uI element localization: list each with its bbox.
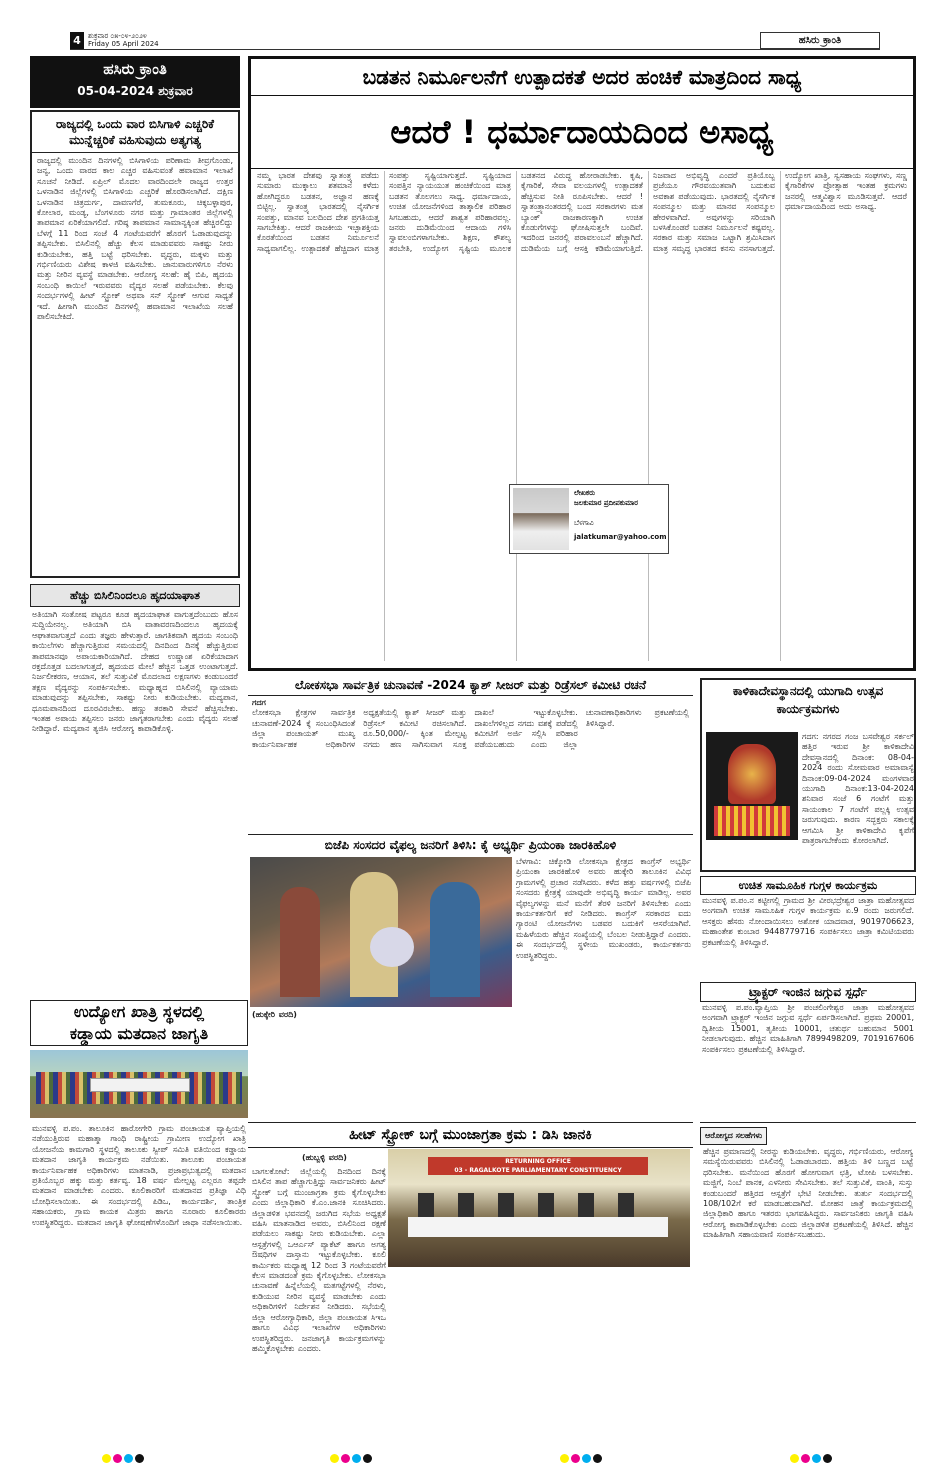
mgnrega-article bbox=[30, 1000, 248, 1440]
health-tips-headline: ಆರೋಗ್ಯದ ಸಲಹೆಗಳು bbox=[700, 1127, 767, 1145]
author-place: ಬೆಳಗಾವಿ bbox=[574, 519, 594, 527]
lead-headline-2: ಆದರೆ ! ಧರ್ಮಾದಾಯದಿಂದ ಅಸಾಧ್ಯ bbox=[251, 96, 913, 169]
heatstroke-banner-top: RETURNING OFFICE bbox=[505, 1158, 571, 1165]
mgnrega-banner bbox=[90, 1078, 190, 1092]
temple-photo bbox=[706, 732, 798, 840]
regmark-group-2 bbox=[330, 1448, 374, 1467]
health-tips bbox=[700, 1122, 916, 1440]
author-email: jalatkumar@yahoo.com bbox=[574, 533, 667, 541]
header-date-english: Friday 05 April 2024 bbox=[88, 40, 159, 48]
lead-article bbox=[248, 56, 916, 671]
editorial-body: ರಾಜ್ಯದಲ್ಲಿ ಮುಂದಿನ ದಿನಗಳಲ್ಲಿ ಬಿಸಿಗಾಳಿಯ ಪರಿಣಾಮ ತೀವ್ರಗೊಂಡು, ಜನ್ಯ, ಒಂದು ವಾರದ ಕಾಲ ಎಚ್ಚರ ವಹಿಸುವಂತೆ ಹವಾಮಾನ ಇಲಾಖೆ ಸೂಚನೆ ನೀಡಿದೆ. ಏಪ್ರಿಲ್ ಮೊದಲ ವಾರದಿಂದಲೇ ರಾಜ್ಯದ ಉತ್ತರ ಒಳನಾಡಿನ ಜಿಲ್ಲೆಗಳಲ್ಲಿ ಬಿಸಿಗಾಳಿಯ ಎಚ್ಚರಿಕೆ ಹೊರಡಿಸಲಾಗಿದೆ. ದಕ್ಷಿಣ ಒಳನಾಡಿನ ಚಿತ್ರದುರ್ಗ, ದಾವಣಗೆರೆ, ತುಮಕೂರು, ಚಿಕ್ಕಬಳ್ಳಾಪುರ, ಕೋಲಾರ, ಮಂಡ್ಯ, ಬೆಂಗಳೂರು ನಗರ ಮತ್ತು ಗ್ರಾಮಾಂತರ ಜಿಲ್ಲೆಗಳಲ್ಲಿ ತಾಪಮಾನ ಏರಿಕೆಯಾಗಲಿದೆ. ಗರಿಷ್ಠ ತಾಪಮಾನ ಸಾಮಾನ್ಯಕ್ಕಿಂತ ಹೆಚ್ಚಿರಲಿದ್ದು ಬೆಳಗ್ಗೆ 11 ರಿಂದ ಸಂಜೆ 4 ಗಂಟೆಯವರೆಗೆ ಹೊರಗೆ ಓಡಾಡುವುದನ್ನು ತಪ್ಪಿಸಬೇಕು. ಬಿಸಿಲಿನಲ್ಲಿ ಹೆಚ್ಚು ಕೆಲಸ ಮಾಡುವವರು ಸಾಕಷ್ಟು ನೀರು ಕುಡಿಯಬೇಕು, ಹತ್ತಿ ಬಟ್ಟೆ ಧರಿಸಬೇಕು. ವೃದ್ಧರು, ಮಕ್ಕಳು ಮತ್ತು ಗರ್ಭಿಣಿಯರು ವಿಶೇಷ ಕಾಳಜಿ ವಹಿಸಬೇಕು. ಜಾನುವಾರುಗಳಿಗೂ ನೆರಳು ಮತ್ತು ನೀರಿನ ವ್ಯವಸ್ಥೆ ಮಾಡಬೇಕು. ಆರೋಗ್ಯ ಸಲಹೆ: ಹೈ ಬಿಪಿ, ಹೃದಯ ಸಂಬಂಧಿ ಕಾಯಿಲೆ ಇರುವವರು ವೈದ್ಯರ ಸಲಹೆ ಪಡೆಯಬೇಕು. ಕೆಲವು ಸಂದರ್ಭಗಳಲ್ಲಿ ಹೀಟ್ ಸ್ಟ್ರೋಕ್ ಅಥವಾ ಸನ್ ಸ್ಟ್ರೋಕ್ ಆಗುವ ಸಾಧ್ಯತೆ ಇದೆ. ಹೀಗಾಗಿ ಮುಂದಿನ ದಿನಗಳಲ್ಲಿ ಹವಾಮಾನ ಇಲಾಖೆಯ ಸಲಹೆ ಪಾಲಿಸಬೇಕಿದೆ. bbox=[37, 156, 233, 322]
heatstroke-table bbox=[408, 1217, 668, 1237]
editorial-masthead bbox=[30, 56, 240, 108]
bjp-photo bbox=[250, 857, 512, 1007]
temple-idol bbox=[728, 744, 776, 804]
editorial-box bbox=[30, 110, 240, 578]
author-box bbox=[509, 484, 669, 554]
author-label: ಲೇಖಕರು bbox=[574, 489, 596, 497]
header-masthead: ಹಸಿರು ಕ್ರಾಂತಿ bbox=[760, 32, 880, 49]
regmark-group-3 bbox=[560, 1448, 604, 1467]
bjp-photo-person-1 bbox=[280, 887, 320, 997]
ls-headline: ಲೋಕಸಭಾ ಸಾರ್ವತ್ರಿಕ ಚುನಾವಣೆ -2024 ಕ್ಯಾಶ್ ಸೀಜರ್ ಮತ್ತು ರಿಡ್ರೆಸಲ್ ಕಮೀಟಿ ರಚನೆ bbox=[248, 675, 693, 696]
guggal-headline: ಉಚಿತ ಸಾಮೂಹಿಕ ಗುಗ್ಗಳ ಕಾರ್ಯಕ್ರಮ bbox=[700, 876, 916, 895]
author-photo bbox=[513, 488, 569, 550]
guggal-body: ಮುನವಳ್ಳಿ ಪ.ಪಂ.ನ ಕಟ್ಟೀಗಲ್ಲಿ ಗ್ರಾಮದ ಶ್ರೀ ವೀರಭದ್ರೇಶ್ವರ ಜಾತ್ರಾ ಮಹೋತ್ಸವದ ಅಂಗವಾಗಿ ಉಚಿತ ಸಾಮೂಹಿಕ ಗುಗ್ಗಳ ಕಾರ್ಯಕ್ರಮ ಏ.9 ರಂದು ಜರುಗಲಿದೆ. ಆಸಕ್ತರು ಹೆಸರು ನೋಂದಾಯಿಸಲು ಅಶೋಕ ಯಾದವಾಡ, 9019706623, ಮಹಾಂತೇಶ ಕುಂಬಾರ 9448779716 ಸಂಪರ್ಕಿಸಲು ಜಾತ್ರಾ ಕಮಿಟಿಯವರು ಪ್ರಕಟಣೆಯಲ್ಲಿ ತಿಳಿಸಿದ್ದಾರೆ. bbox=[702, 896, 914, 947]
registration-marks bbox=[0, 1448, 945, 1462]
bjp-article bbox=[248, 834, 693, 1120]
heart-body: ಅತಿಯಾಗಿ ಸಂತೋಷ ಪಟ್ಟರೂ ಕೂಡ ಹೃದಯಾಘಾತ ವಾಗುತ್ತದೆಂಬುದು ಹೊಸ ಸುದ್ದಿಯೇನಲ್ಲ. ಅತಿಯಾಗಿ ಬಿಸಿ ವಾತಾವರಣದಿಂದಲೂ ಹೃದಯಕ್ಕೆ ಆಘಾತವಾಗುತ್ತದೆ ಎಂದು ತಜ್ಞರು ಹೇಳುತ್ತಾರೆ. ಜಾಗತಿಕವಾಗಿ ಹೃದಯ ಸಂಬಂಧಿ ಕಾಯಿಲೆಗಳು ಹೆಚ್ಚಾಗುತ್ತಿರುವ ಸಮಯದಲ್ಲಿ ದಿನದಿಂದ ದಿನಕ್ಕೆ ಹೆಚ್ಚುತ್ತಿರುವ ತಾಪಮಾನವೂ ಅಪಾಯಕಾರಿಯಾಗಿದೆ. ದೇಹದ ಉಷ್ಣಾಂಶ ಏರಿಕೆಯಾದಾಗ ರಕ್ತದೊತ್ತಡ ಬದಲಾಗುತ್ತದೆ, ಹೃದಯದ ಮೇಲೆ ಹೆಚ್ಚಿನ ಒತ್ತಡ ಉಂಟಾಗುತ್ತದೆ. ನಿರ್ಜಲೀಕರಣ, ಆಯಾಸ, ತಲೆ ಸುತ್ತುವಿಕೆ ಮೊದಲಾದ ಲಕ್ಷಣಗಳು ಕಂಡುಬಂದರೆ ತಕ್ಷಣ ವೈದ್ಯರನ್ನು ಸಂಪರ್ಕಿಸಬೇಕು. ಮಧ್ಯಾಹ್ನದ ಬಿಸಿಲಿನಲ್ಲಿ ವ್ಯಾಯಾಮ ಮಾಡುವುದನ್ನು ತಪ್ಪಿಸಬೇಕು, ಸಾಕಷ್ಟು ನೀರು ಕುಡಿಯಬೇಕು. ಮದ್ಯಪಾನ, ಧೂಮಪಾನದಿಂದ ದೂರವಿರಬೇಕು. ಹಣ್ಣು ತರಕಾರಿ ಸೇವನೆ ಹೆಚ್ಚಿಸಬೇಕು. ಇಂತಹ ಅಪಾಯ ತಪ್ಪಿಸಲು ಜನರು ಜಾಗೃತರಾಗಬೇಕು ಎಂದು ವೈದ್ಯರು ಸಲಹೆ ನೀಡಿದ್ದಾರೆ. ಮದ್ಯಪಾನ ತ್ಯಜಿಸಿ ಆರೋಗ್ಯ ಕಾಪಾಡಿಕೊಳ್ಳಿ. bbox=[32, 610, 238, 734]
editorial-masthead-title: ಹಸಿರು ಕ್ರಾಂತಿ bbox=[103, 60, 167, 78]
author-name: ಜಲಕುಮಾರ ಪ್ರದೀಪಕುಮಾರ bbox=[574, 499, 638, 507]
temple-body: ಗದಗ: ನಗರದ ಗಂಜ ಬಸವೇಶ್ವರ ಸರ್ಕಲ್ ಹತ್ತಿರ ಇರುವ ಶ್ರೀ ಕಾಳಿಕಾದೇವಿ ದೇವಸ್ಥಾನದಲ್ಲಿ ದಿನಾಂಕ: 08-04-2024 ರಂದು ಸೋಮವಾರ ಅಮಾವಾಸ್ಯೆ ದಿನಾಂಕ:09-04-2024 ಮಂಗಳವಾರ ಯುಗಾದಿ ದಿನಾಂಕ:13-04-2024 ಶನಿವಾರ ಸಂಜೆ 6 ಗಂಟೆಗೆ ಮತ್ತು ಸಾಯಂಕಾಲ 7 ಗಂಟೆಗೆ ಪಲ್ಲಕ್ಕಿ ಉತ್ಸವ ಜರುಗುವುದು. ಕಾರಣ ಸದ್ಭಕ್ತರು ಸಕಾಲಕ್ಕೆ ಆಗಮಿಸಿ ಶ್ರೀ ಕಾಳಿಕಾದೇವಿ ಕೃಪೆಗೆ ಪಾತ್ರರಾಗಬೇಕೆಂದು ಕೋರಲಾಗಿದೆ. bbox=[802, 732, 914, 846]
bjp-body: ಬೆಳಗಾವಿ: ಚಿಕ್ಕೋಡಿ ಲೋಕಸಭಾ ಕ್ಷೇತ್ರದ ಕಾಂಗ್ರೆಸ್ ಅಭ್ಯರ್ಥಿ ಪ್ರಿಯಂಕಾ ಜಾರಕಿಹೊಳಿ ಅವರು ಹುಕ್ಕೇರಿ ತಾಲೂಕಿನ ವಿವಿಧ ಗ್ರಾಮಗಳಲ್ಲಿ ಪ್ರಚಾರ ನಡೆಸಿದರು. ಕಳೆದ ಹತ್ತು ವರ್ಷಗಳಲ್ಲಿ ಬಿಜೆಪಿ ಸಂಸದರು ಕ್ಷೇತ್ರಕ್ಕೆ ಯಾವುದೇ ಅಭಿವೃದ್ಧಿ ಕಾರ್ಯ ಮಾಡಿಲ್ಲ. ಅವರ ವೈಫಲ್ಯಗಳನ್ನು ಮನೆ ಮನೆಗೆ ತೆರಳಿ ಜನರಿಗೆ ತಿಳಿಸಬೇಕು ಎಂದು ಕಾರ್ಯಕರ್ತರಿಗೆ ಕರೆ ನೀಡಿದರು. ಕಾಂಗ್ರೆಸ್ ಸರಕಾರದ ಐದು ಗ್ಯಾರಂಟಿ ಯೋಜನೆಗಳು ಬಡವರ ಬದುಕಿಗೆ ಆಸರೆಯಾಗಿವೆ. ಮಹಿಳೆಯರು ಹೆಚ್ಚಿನ ಸಂಖ್ಯೆಯಲ್ಲಿ ಬೆಂಬಲ ನೀಡುತ್ತಿದ್ದಾರೆ ಎಂದರು. ಈ ಸಂದರ್ಭದಲ್ಲಿ ಸ್ಥಳೀಯ ಮುಖಂಡರು, ಕಾರ್ಯಕರ್ತರು ಉಪಸ್ಥಿತರಿದ್ದರು. bbox=[516, 857, 691, 960]
page-header bbox=[70, 32, 880, 50]
mgnrega-headline-2: ಕಡ್ಡಾಯ ಮತದಾನ ಜಾಗೃತಿ bbox=[30, 1023, 248, 1046]
bjp-photo-bouquet bbox=[370, 927, 414, 967]
tractor-headline: ಟ್ರ್ಯಾಕ್ಟರ್ ಇಂಜಿನ ಜಗ್ಗುವ ಸ್ಪರ್ಧೆ bbox=[700, 982, 916, 1002]
heatstroke-article bbox=[248, 1122, 693, 1440]
temple-article bbox=[700, 678, 916, 872]
mgnrega-photo bbox=[30, 1050, 248, 1118]
bjp-headline: ಬಿಜೆಪಿ ಸಂಸದರ ವೈಫಲ್ಯ ಜನರಿಗೆ ತಿಳಿಸಿ: ಕೈ ಅಭ್ಯರ್ಥಿ ಪ್ರಿಯಂಕಾ ಜಾರಕಿಹೊಳಿ bbox=[324, 838, 617, 852]
lead-headline-1: ಬಡತನ ನಿರ್ಮೂಲನೆಗೆ ಉತ್ಪಾದಕತೆ ಅದರ ಹಂಚಿಕೆ ಮಾತ್ರದಿಂದ ಸಾಧ್ಯ bbox=[251, 59, 913, 96]
ls-body: ಲೋಕಸಭಾ ಕ್ಷೇತ್ರಗಳ ಸಾರ್ವತ್ರಿಕ ಚುನಾವಣೆ-2024 ಕ್ಕೆ ಸಂಬಂಧಿಸಿದಂತೆ ಜಿಲ್ಲಾ ಪಂಚಾಯತ್ ಮುಖ್ಯ ಕಾರ್ಯನಿರ್ವಾಹಕ ಅಧಿಕಾರಿಗಳ ಅಧ್ಯಕ್ಷತೆಯಲ್ಲಿ ಕ್ಯಾಶ್ ಸೀಜರ್ ಮತ್ತು ರಿಡ್ರೆಸಲ್ ಕಮೀಟಿ ರಚಿಸಲಾಗಿದೆ. ರೂ.50,000/- ಕ್ಕಿಂತ ಮೇಲ್ಪಟ್ಟ ನಗದು ಹಣ ಸಾಗಿಸುವಾಗ ಸೂಕ್ತ ದಾಖಲೆ ಇಟ್ಟುಕೊಳ್ಳಬೇಕು. ದಾಖಲೆಗಳಿಲ್ಲದ ನಗದು ವಶಕ್ಕೆ ಪಡೆದಲ್ಲಿ ಕಮೀಟಿಗೆ ಅರ್ಜಿ ಸಲ್ಲಿಸಿ ಪರಿಹಾರ ಪಡೆಯಬಹುದು ಎಂದು ಜಿಲ್ಲಾ ಚುನಾವಣಾಧಿಕಾರಿಗಳು ಪ್ರಕಟಣೆಯಲ್ಲಿ ತಿಳಿಸಿದ್ದಾರೆ. bbox=[252, 708, 689, 749]
heatstroke-photo bbox=[388, 1149, 690, 1267]
heart-headline: ಹೆಚ್ಚು ಬಿಸಿಲಿನಿಂದಲೂ ಹೃದಯಾಘಾತ bbox=[30, 584, 240, 607]
heatstroke-banner-text: 03 - RAGALKOTE PARLIAMENTARY CONSTITUENCY bbox=[454, 1167, 622, 1174]
ls-article bbox=[248, 675, 693, 831]
heatstroke-banner bbox=[428, 1157, 648, 1175]
page-number: 4 bbox=[70, 32, 84, 49]
tractor-article bbox=[700, 982, 916, 1114]
heatstroke-headline: ಹೀಟ್ ಸ್ಟ್ರೋಕ್ ಬಗ್ಗೆ ಮುಂಜಾಗ್ರತಾ ಕ್ರಮ : ಡಿಸಿ ಜಾನಕಿ bbox=[248, 1123, 693, 1148]
mgnrega-body: ಮುನವಳ್ಳಿ ಪ.ಪಂ. ತಾಲೂಕಿನ ಹಾರೋಗೇರಿ ಗ್ರಾಮ ಪಂಚಾಯತ ವ್ಯಾಪ್ತಿಯಲ್ಲಿ ನಡೆಯುತ್ತಿರುವ ಮಹಾತ್ಮಾ ಗಾಂಧಿ ರಾಷ್ಟ್ರೀಯ ಗ್ರಾಮೀಣ ಉದ್ಯೋಗ ಖಾತ್ರಿ ಯೋಜನೆಯ ಕಾಮಗಾರಿ ಸ್ಥಳದಲ್ಲಿ ತಾಲೂಕು ಸ್ವೀಪ್ ಸಮಿತಿ ವತಿಯಿಂದ ಕಡ್ಡಾಯ ಮತದಾನ ಜಾಗೃತಿ ಕಾರ್ಯಕ್ರಮ ನಡೆಯಿತು. ತಾಲೂಕು ಪಂಚಾಯತ ಕಾರ್ಯನಿರ್ವಾಹಕ ಅಧಿಕಾರಿಗಳು ಮಾತನಾಡಿ, ಪ್ರಜಾಪ್ರಭುತ್ವದಲ್ಲಿ ಮತದಾನ ಪ್ರತಿಯೊಬ್ಬರ ಹಕ್ಕು ಮತ್ತು ಕರ್ತವ್ಯ. 18 ವರ್ಷ ಮೇಲ್ಪಟ್ಟ ಎಲ್ಲರೂ ತಪ್ಪದೇ ಮತದಾನ ಮಾಡಬೇಕು ಎಂದರು. ಕೂಲಿಕಾರರಿಗೆ ಮತದಾನದ ಪ್ರತಿಜ್ಞಾ ವಿಧಿ ಬೋಧಿಸಲಾಯಿತು. ಈ ಸಂದರ್ಭದಲ್ಲಿ ಪಿಡಿಒ, ಕಾರ್ಯದರ್ಶಿ, ತಾಂತ್ರಿಕ ಸಹಾಯಕರು, ಗ್ರಾಮ ಕಾಯಕ ಮಿತ್ರರು ಹಾಗೂ ನೂರಾರು ಕೂಲಿಕಾರರು ಉಪಸ್ಥಿತರಿದ್ದರು. ಮತದಾನ ಜಾಗೃತಿ ಘೋಷಣೆಗಳೊಂದಿಗೆ ಜಾಥಾ ನಡೆಸಲಾಯಿತು. bbox=[32, 1124, 246, 1227]
guggal-article bbox=[700, 876, 916, 978]
editorial-masthead-date: 05-04-2024 ಶುಕ್ರವಾರ bbox=[77, 84, 193, 98]
tractor-body: ಮುನವಳ್ಳಿ ಪ.ಪಂ.ವ್ಯಾಪ್ತಿಯ ಶ್ರೀ ಪಂಚಲಿಂಗೇಶ್ವರ ಜಾತ್ರಾ ಮಹೋತ್ಸವದ ಅಂಗವಾಗಿ ಟ್ರ್ಯಾಕ್ಟರ್ ಇಂಜಿನ ಜಗ್ಗುವ ಸ್ಪರ್ಧೆ ಏರ್ಪಡಿಸಲಾಗಿದೆ. ಪ್ರಥಮ 20001, ದ್ವಿತೀಯ 15001, ತೃತೀಯ 10001, ಚತುರ್ಥ ಬಹುಮಾನ 5001 ನೀಡಲಾಗುವುದು. ಹೆಚ್ಚಿನ ಮಾಹಿತಿಗಾಗಿ 7899498209, 7019167606 ಸಂಪರ್ಕಿಸಲು ಪ್ರಕಟಣೆಯಲ್ಲಿ ತಿಳಿಸಿದ್ದಾರೆ. bbox=[702, 1003, 914, 1054]
editorial-headline: ರಾಜ್ಯದಲ್ಲಿ ಒಂದು ವಾರ ಬಿಸಿಗಾಳಿ ಎಚ್ಚರಿಕೆ ಮುನ್ನೆಚ್ಚರಿಕೆ ವಹಿಸುವುದು ಅತ್ಯಗತ್ಯ bbox=[32, 112, 238, 153]
heart-article bbox=[30, 584, 240, 966]
temple-headline: ಕಾಳಿಕಾದೇವಸ್ಥಾನದಲ್ಲಿ ಯುಗಾದಿ ಉತ್ಸವ ಕಾರ್ಯಕ್ರಮಗಳು bbox=[732, 684, 884, 716]
heatstroke-body: ಬಾಗಲಕೋಟೆ: ಜಿಲ್ಲೆಯಲ್ಲಿ ದಿನದಿಂದ ದಿನಕ್ಕೆ ಬಿಸಿಲಿನ ತಾಪ ಹೆಚ್ಚಾಗುತ್ತಿದ್ದು ಸಾರ್ವಜನಿಕರು ಹೀಟ್ ಸ್ಟ್ರೋಕ್ ಬಗ್ಗೆ ಮುಂಜಾಗ್ರತಾ ಕ್ರಮ ಕೈಗೊಳ್ಳಬೇಕು ಎಂದು ಜಿಲ್ಲಾಧಿಕಾರಿ ಕೆ.ಎಂ.ಜಾನಕಿ ಸೂಚಿಸಿದರು. ಜಿಲ್ಲಾಡಳಿತ ಭವನದಲ್ಲಿ ಜರುಗಿದ ಸಭೆಯ ಅಧ್ಯಕ್ಷತೆ ವಹಿಸಿ ಮಾತನಾಡಿದ ಅವರು, ಬಿಸಿಲಿನಿಂದ ರಕ್ಷಣೆ ಪಡೆಯಲು ಸಾಕಷ್ಟು ನೀರು ಕುಡಿಯಬೇಕು. ಎಲ್ಲಾ ಆಸ್ಪತ್ರೆಗಳಲ್ಲಿ ಒಆರ್ಎಸ್ ಪ್ಯಾಕೆಟ್ ಹಾಗೂ ಅಗತ್ಯ ಔಷಧಿಗಳ ದಾಸ್ತಾನು ಇಟ್ಟುಕೊಳ್ಳಬೇಕು. ಕೂಲಿ ಕಾರ್ಮಿಕರು ಮಧ್ಯಾಹ್ನ 12 ರಿಂದ 3 ಗಂಟೆಯವರೆಗೆ ಕೆಲಸ ಮಾಡದಂತೆ ಕ್ರಮ ಕೈಗೊಳ್ಳಬೇಕು. ಲೋಕಸಭಾ ಚುನಾವಣೆ ಹಿನ್ನೆಲೆಯಲ್ಲಿ ಮತಗಟ್ಟೆಗಳಲ್ಲಿ ನೆರಳು, ಕುಡಿಯುವ ನೀರಿನ ವ್ಯವಸ್ಥೆ ಮಾಡಬೇಕು ಎಂದು ಅಧಿಕಾರಿಗಳಿಗೆ ನಿರ್ದೇಶನ ನೀಡಿದರು. ಸಭೆಯಲ್ಲಿ ಜಿಲ್ಲಾ ಆರೋಗ್ಯಾಧಿಕಾರಿ, ಜಿಲ್ಲಾ ಪಂಚಾಯತ ಸಿಇಒ ಹಾಗೂ ವಿವಿಧ ಇಲಾಖೆಗಳ ಅಧಿಕಾರಿಗಳು ಉಪಸ್ಥಿತರಿದ್ದರು. ಜನಜಾಗೃತಿ ಕಾರ್ಯಕ್ರಮಗಳನ್ನು ಹಮ್ಮಿಕೊಳ್ಳಬೇಕು ಎಂದರು. bbox=[252, 1167, 386, 1353]
bjp-byline: (ಹುಕ್ಕೇರಿ ವರದಿ) bbox=[252, 1010, 297, 1019]
heatstroke-people bbox=[418, 1193, 658, 1217]
heatstroke-byline: (ಹುಬ್ಬಳ್ಳಿ ವರದಿ) bbox=[302, 1153, 347, 1162]
health-tips-body: ಹೆಚ್ಚಿನ ಪ್ರಮಾಣದಲ್ಲಿ ನೀರನ್ನು ಕುಡಿಯಬೇಕು. ವೃದ್ಧರು, ಗರ್ಭಿಣಿಯರು, ಆರೋಗ್ಯ ಸಮಸ್ಯೆಯಿರುವವರು ಬಿಸಿಲಿನಲ್ಲಿ ಓಡಾಡಬಾರದು. ಹತ್ತಿಯ ತಿಳಿ ಬಣ್ಣದ ಬಟ್ಟೆ ಧರಿಸಬೇಕು. ಮನೆಯಿಂದ ಹೊರಗೆ ಹೋಗುವಾಗ ಛತ್ರಿ, ಟೋಪಿ ಬಳಸಬೇಕು. ಮಜ್ಜಿಗೆ, ನಿಂಬೆ ಪಾನಕ, ಎಳನೀರು ಸೇವಿಸಬೇಕು. ತಲೆ ಸುತ್ತುವಿಕೆ, ವಾಂತಿ, ಸುಸ್ತು ಕಂಡುಬಂದರೆ ಹತ್ತಿರದ ಆಸ್ಪತ್ರೆಗೆ ಭೇಟಿ ನೀಡಬೇಕು. ತುರ್ತು ಸಂದರ್ಭದಲ್ಲಿ 108/102ಗೆ ಕರೆ ಮಾಡಬಹುದಾಗಿದೆ. ಮೋಹನ ಜಾತ್ರೆ ಕಾರ್ಯಕ್ರಮದಲ್ಲಿ ಜಿಲ್ಲಾಧಿಕಾರಿ ಹಾಗೂ ಇತರರು ಭಾಗವಹಿಸಿದ್ದರು. ಸಾರ್ವಜನಿಕರು ಜಾಗೃತಿ ವಹಿಸಿ ಆರೋಗ್ಯ ಕಾಪಾಡಿಕೊಳ್ಳಬೇಕು ಎಂದು ಜಿಲ್ಲಾಡಳಿತ ಪ್ರಕಟಣೆಯಲ್ಲಿ ತಿಳಿಸಿದೆ. ಹೆಚ್ಚಿನ ಮಾಹಿತಿಗಾಗಿ ಸಹಾಯವಾಣಿ ಸಂಪರ್ಕಿಸಬಹುದು. bbox=[703, 1147, 913, 1240]
regmark-group-4 bbox=[790, 1448, 834, 1467]
mgnrega-headline-1: ಉದ್ಯೋಗ ಖಾತ್ರಿ ಸ್ಥಳದಲ್ಲಿ bbox=[30, 1000, 248, 1023]
bjp-photo-person-3 bbox=[430, 882, 480, 997]
regmark-group-1 bbox=[102, 1448, 146, 1467]
ls-dateline: ಗದಗ bbox=[252, 698, 266, 707]
temple-flowers bbox=[714, 806, 790, 836]
header-date-kannada: ಶುಕ್ರವಾರ ೦೫-೦೪-೨೦೨೪ bbox=[88, 32, 147, 40]
lead-body: ನಮ್ಮ ಭಾರತ ದೇಶವು ಸ್ವಾತಂತ್ರ್ಯ ಪಡೆದು ಸುಮಾರು ಮುಕ್ಕಾಲು ಶತಮಾನ ಕಳೆದು ಹೋಗಿದ್ದರೂ ಬಡತನ, ಅಜ್ಞಾನ ಹಣಕ್ಕೆ ಬಿಟ್ಟಿಲ್ಲ. ಸ್ವಾತಂತ್ರ್ಯ ಭಾರತದಲ್ಲಿ ನೈಸರ್ಗಿಕ ಸಂಪತ್ತು, ಮಾನವ ಬಲದಿಂದ ದೇಶ ಪ್ರಗತಿಯತ್ತ ಸಾಗಬೇಕಿತ್ತು. ಆದರೆ ರಾಜಕೀಯ ಇಚ್ಛಾಶಕ್ತಿಯ ಕೊರತೆಯಿಂದ ಬಡತನ ನಿರ್ಮೂಲನೆ ಸಾಧ್ಯವಾಗಲಿಲ್ಲ. ಉತ್ಪಾದಕತೆ ಹೆಚ್ಚಿದಾಗ ಮಾತ್ರ ಸಂಪತ್ತು ಸೃಷ್ಟಿಯಾಗುತ್ತದೆ. ಸೃಷ್ಟಿಯಾದ ಸಂಪತ್ತಿನ ನ್ಯಾಯಯುತ ಹಂಚಿಕೆಯಿಂದ ಮಾತ್ರ ಬಡತನ ತೊಲಗಲು ಸಾಧ್ಯ. ಧರ್ಮಾದಾಯ, ಉಚಿತ ಯೋಜನೆಗಳಿಂದ ತಾತ್ಕಾಲಿಕ ಪರಿಹಾರ ಸಿಗಬಹುದು, ಆದರೆ ಶಾಶ್ವತ ಪರಿಹಾರವಲ್ಲ. ಜನರು ದುಡಿಮೆಯಿಂದ ಆದಾಯ ಗಳಿಸಿ ಸ್ವಾವಲಂಬಿಗಳಾಗಬೇಕು. ಶಿಕ್ಷಣ, ಕೌಶಲ್ಯ ತರಬೇತಿ, ಉದ್ಯೋಗ ಸೃಷ್ಟಿಯ ಮೂಲಕ ಬಡತನದ ವಿರುದ್ಧ ಹೋರಾಡಬೇಕು. ಕೃಷಿ, ಕೈಗಾರಿಕೆ, ಸೇವಾ ವಲಯಗಳಲ್ಲಿ ಉತ್ಪಾದಕತೆ ಹೆಚ್ಚಿಸುವ ನೀತಿ ರೂಪಿಸಬೇಕು. ಆದರೆ ! ಸ್ವಾತಂತ್ರ್ಯಾನಂತರದಲ್ಲಿ ಬಂದ ಸರಕಾರಗಳು ಮತ ಬ್ಯಾಂಕ್ ರಾಜಕಾರಣಕ್ಕಾಗಿ ಉಚಿತ ಕೊಡುಗೆಗಳನ್ನು ಘೋಷಿಸುತ್ತಲೇ ಬಂದಿವೆ. ಇದರಿಂದ ಜನರಲ್ಲಿ ಪರಾವಲಂಬನೆ ಹೆಚ್ಚಾಗಿದೆ. ದುಡಿಮೆಯ ಬಗ್ಗೆ ಆಸಕ್ತಿ ಕಡಿಮೆಯಾಗುತ್ತಿದೆ. ನಿಜವಾದ ಅಭಿವೃದ್ಧಿ ಎಂದರೆ ಪ್ರತಿಯೊಬ್ಬ ಪ್ರಜೆಯೂ ಗೌರವಯುತವಾಗಿ ಬದುಕುವ ಅವಕಾಶ ಪಡೆಯುವುದು. ಭಾರತದಲ್ಲಿ ನೈಸರ್ಗಿಕ ಸಂಪನ್ಮೂಲ ಮತ್ತು ಮಾನವ ಸಂಪನ್ಮೂಲ ಹೇರಳವಾಗಿದೆ. ಅವುಗಳನ್ನು ಸರಿಯಾಗಿ ಬಳಸಿಕೊಂಡರೆ ಬಡತನ ನಿರ್ಮೂಲನೆ ಕಷ್ಟವಲ್ಲ. ಸರಕಾರ ಮತ್ತು ಸಮಾಜ ಒಟ್ಟಾಗಿ ಶ್ರಮಿಸಿದಾಗ ಮಾತ್ರ ಸಮೃದ್ಧ ಭಾರತದ ಕನಸು ನನಸಾಗುತ್ತದೆ. ಉದ್ಯೋಗ ಖಾತ್ರಿ, ಸ್ವಸಹಾಯ ಸಂಘಗಳು, ಸಣ್ಣ ಕೈಗಾರಿಕೆಗಳ ಪ್ರೋತ್ಸಾಹ ಇಂತಹ ಕ್ರಮಗಳು ಜನರಲ್ಲಿ ಆತ್ಮವಿಶ್ವಾಸ ಮೂಡಿಸುತ್ತವೆ. ಆದರೆ ಧರ್ಮಾದಾಯದಿಂದ ಅದು ಅಸಾಧ್ಯ. bbox=[257, 171, 907, 253]
